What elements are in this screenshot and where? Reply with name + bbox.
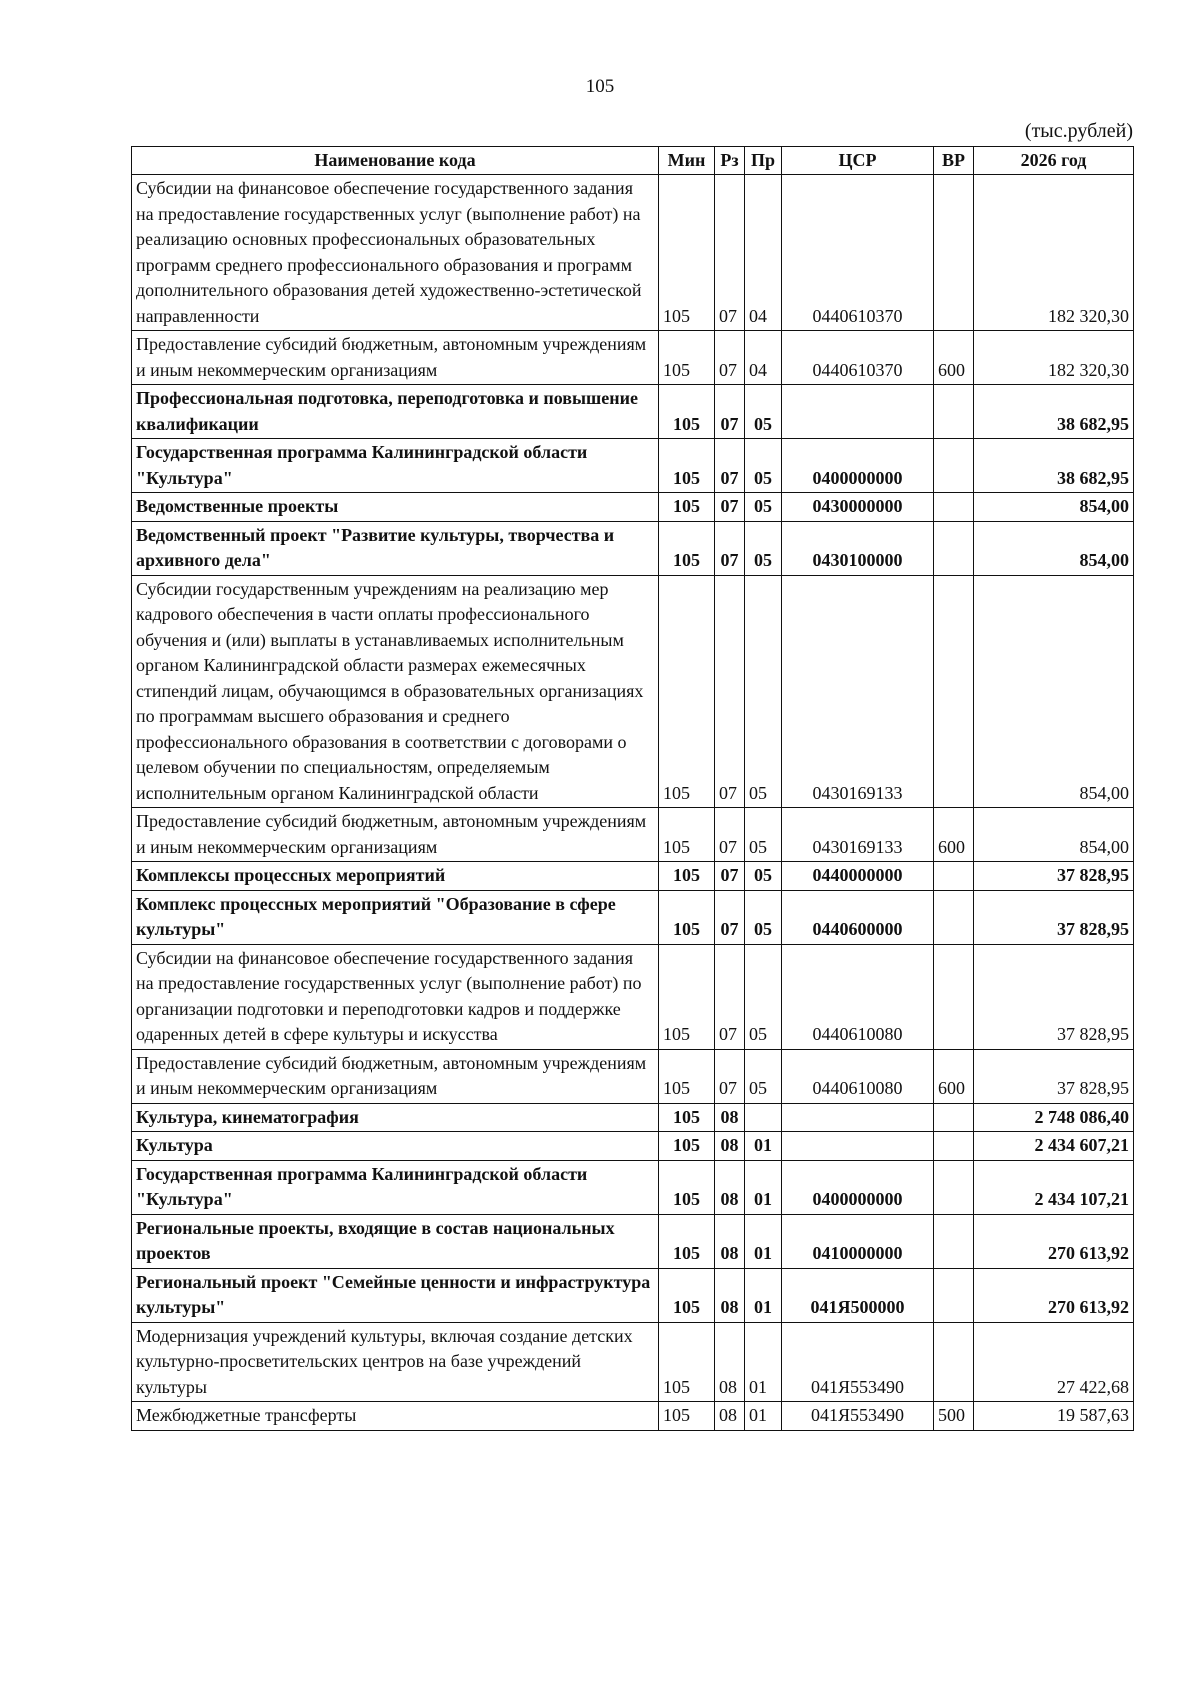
cell-rz: 07 bbox=[715, 1049, 745, 1103]
header-min: Мин bbox=[659, 147, 715, 175]
cell-rz: 07 bbox=[715, 575, 745, 808]
cell-min: 105 bbox=[659, 1049, 715, 1103]
budget-table bbox=[131, 146, 1134, 1431]
cell-vr bbox=[934, 1160, 974, 1214]
cell-rz: 08 bbox=[715, 1132, 745, 1161]
cell-pr: 05 bbox=[745, 1049, 782, 1103]
table-row bbox=[132, 331, 1134, 385]
cell-amount: 37 828,95 bbox=[974, 890, 1134, 944]
cell-csr: 0410000000 bbox=[782, 1214, 934, 1268]
cell-amount: 27 422,68 bbox=[974, 1322, 1134, 1402]
table-row bbox=[132, 1049, 1134, 1103]
header-pr: Пр bbox=[745, 147, 782, 175]
cell-vr bbox=[934, 385, 974, 439]
table-row bbox=[132, 944, 1134, 1049]
cell-csr bbox=[782, 1132, 934, 1161]
cell-csr: 0430169133 bbox=[782, 808, 934, 862]
cell-amount: 270 613,92 bbox=[974, 1214, 1134, 1268]
table-row bbox=[132, 1160, 1134, 1214]
cell-pr: 05 bbox=[745, 385, 782, 439]
cell-min: 105 bbox=[659, 808, 715, 862]
cell-pr: 04 bbox=[745, 331, 782, 385]
cell-rz: 07 bbox=[715, 521, 745, 575]
cell-pr: 01 bbox=[745, 1132, 782, 1161]
cell-amount: 854,00 bbox=[974, 493, 1134, 522]
cell-csr: 0440610370 bbox=[782, 175, 934, 331]
cell-pr: 05 bbox=[745, 944, 782, 1049]
cell-vr bbox=[934, 1103, 974, 1132]
table-row bbox=[132, 808, 1134, 862]
cell-pr: 01 bbox=[745, 1214, 782, 1268]
cell-rz: 08 bbox=[715, 1402, 745, 1431]
cell-name: Государственная программа Калининградской области "Культура" bbox=[132, 1160, 659, 1214]
cell-name: Субсидии на финансовое обеспечение государственного задания на предоставление государственных услуг (выполнение работ) на реализацию основных профессиональных образовательных программ среднего профессионального образования и программ дополнительного образования детей художественно-эстетической направленности bbox=[132, 175, 659, 331]
cell-csr: 0430000000 bbox=[782, 493, 934, 522]
cell-name: Комплексы процессных мероприятий bbox=[132, 862, 659, 891]
cell-csr: 0400000000 bbox=[782, 439, 934, 493]
cell-csr: 0400000000 bbox=[782, 1160, 934, 1214]
table-row bbox=[132, 1402, 1134, 1431]
table-row bbox=[132, 1103, 1134, 1132]
table-row bbox=[132, 1132, 1134, 1161]
cell-csr: 041Я553490 bbox=[782, 1322, 934, 1402]
cell-csr: 041Я500000 bbox=[782, 1268, 934, 1322]
cell-pr: 01 bbox=[745, 1268, 782, 1322]
cell-rz: 08 bbox=[715, 1268, 745, 1322]
cell-amount: 37 828,95 bbox=[974, 862, 1134, 891]
cell-csr: 0440610370 bbox=[782, 331, 934, 385]
cell-pr: 05 bbox=[745, 890, 782, 944]
cell-amount: 182 320,30 bbox=[974, 175, 1134, 331]
cell-pr: 05 bbox=[745, 808, 782, 862]
cell-min: 105 bbox=[659, 493, 715, 522]
cell-min: 105 bbox=[659, 439, 715, 493]
cell-pr: 01 bbox=[745, 1322, 782, 1402]
cell-pr: 05 bbox=[745, 521, 782, 575]
cell-min: 105 bbox=[659, 1132, 715, 1161]
cell-name: Региональный проект "Семейные ценности и инфраструктура культуры" bbox=[132, 1268, 659, 1322]
cell-rz: 07 bbox=[715, 890, 745, 944]
cell-amount: 182 320,30 bbox=[974, 331, 1134, 385]
cell-amount: 270 613,92 bbox=[974, 1268, 1134, 1322]
cell-min: 105 bbox=[659, 1103, 715, 1132]
cell-csr: 041Я553490 bbox=[782, 1402, 934, 1431]
cell-vr bbox=[934, 1132, 974, 1161]
cell-amount: 38 682,95 bbox=[974, 439, 1134, 493]
cell-name: Межбюджетные трансферты bbox=[132, 1402, 659, 1431]
cell-amount: 854,00 bbox=[974, 575, 1134, 808]
cell-rz: 07 bbox=[715, 493, 745, 522]
cell-pr: 04 bbox=[745, 175, 782, 331]
cell-name: Культура bbox=[132, 1132, 659, 1161]
cell-name: Культура, кинематография bbox=[132, 1103, 659, 1132]
cell-vr bbox=[934, 944, 974, 1049]
cell-min: 105 bbox=[659, 575, 715, 808]
table-row bbox=[132, 890, 1134, 944]
cell-rz: 07 bbox=[715, 175, 745, 331]
table-row bbox=[132, 175, 1134, 331]
cell-amount: 2 748 086,40 bbox=[974, 1103, 1134, 1132]
cell-min: 105 bbox=[659, 1322, 715, 1402]
cell-pr bbox=[745, 1103, 782, 1132]
table-row bbox=[132, 493, 1134, 522]
cell-rz: 07 bbox=[715, 331, 745, 385]
cell-min: 105 bbox=[659, 862, 715, 891]
cell-min: 105 bbox=[659, 1268, 715, 1322]
cell-min: 105 bbox=[659, 1402, 715, 1431]
cell-name: Предоставление субсидий бюджетным, автономным учреждениям и иным некоммерческим организациям bbox=[132, 808, 659, 862]
page-number: 105 bbox=[585, 76, 615, 97]
cell-amount: 854,00 bbox=[974, 521, 1134, 575]
cell-vr bbox=[934, 1322, 974, 1402]
cell-csr: 0440000000 bbox=[782, 862, 934, 891]
cell-rz: 08 bbox=[715, 1322, 745, 1402]
cell-min: 105 bbox=[659, 175, 715, 331]
cell-pr: 05 bbox=[745, 575, 782, 808]
header-row bbox=[132, 147, 1134, 175]
cell-pr: 01 bbox=[745, 1160, 782, 1214]
cell-name: Государственная программа Калининградской области "Культура" bbox=[132, 439, 659, 493]
table-row bbox=[132, 521, 1134, 575]
cell-name: Профессиональная подготовка, переподготовка и повышение квалификации bbox=[132, 385, 659, 439]
cell-rz: 08 bbox=[715, 1214, 745, 1268]
cell-name: Субсидии на финансовое обеспечение государственного задания на предоставление государственных услуг (выполнение работ) по организации подготовки и переподготовки кадров и поддержке одаренных детей в сфере культуры и искусства bbox=[132, 944, 659, 1049]
cell-vr: 600 bbox=[934, 1049, 974, 1103]
cell-amount: 37 828,95 bbox=[974, 1049, 1134, 1103]
table-row bbox=[132, 1214, 1134, 1268]
cell-rz: 07 bbox=[715, 808, 745, 862]
cell-amount: 854,00 bbox=[974, 808, 1134, 862]
cell-csr: 0440600000 bbox=[782, 890, 934, 944]
cell-vr bbox=[934, 1214, 974, 1268]
cell-csr: 0430169133 bbox=[782, 575, 934, 808]
cell-name: Ведомственные проекты bbox=[132, 493, 659, 522]
cell-pr: 05 bbox=[745, 862, 782, 891]
units-label: (тыс.рублей) bbox=[1024, 120, 1133, 142]
header-rz: Рз bbox=[715, 147, 745, 175]
cell-pr: 05 bbox=[745, 493, 782, 522]
cell-name: Комплекс процессных мероприятий "Образование в сфере культуры" bbox=[132, 890, 659, 944]
header-csr: ЦСР bbox=[782, 147, 934, 175]
table-row bbox=[132, 1322, 1134, 1402]
cell-csr bbox=[782, 1103, 934, 1132]
cell-vr bbox=[934, 862, 974, 891]
cell-name: Модернизация учреждений культуры, включая создание детских культурно-просветительских центров на базе учреждений культуры bbox=[132, 1322, 659, 1402]
cell-vr bbox=[934, 439, 974, 493]
cell-name: Субсидии государственным учреждениям на реализацию мер кадрового обеспечения в части оплаты профессионального обучения и (или) выплаты в устанавливаемых исполнительным органом Калининградской области размерах ежемесячных стипендий лицам, обучающимся в образовательных организациях по программам высшего образования и среднего профессионального образования в соответствии с договорами о целевом обучении по специальностям, определяемым исполнительным органом Калининградской области bbox=[132, 575, 659, 808]
cell-min: 105 bbox=[659, 890, 715, 944]
cell-rz: 07 bbox=[715, 862, 745, 891]
table-body bbox=[132, 175, 1134, 1431]
table-header bbox=[132, 147, 1134, 175]
header-vr: ВР bbox=[934, 147, 974, 175]
cell-min: 105 bbox=[659, 1160, 715, 1214]
table-row bbox=[132, 385, 1134, 439]
cell-name: Региональные проекты, входящие в состав национальных проектов bbox=[132, 1214, 659, 1268]
cell-rz: 07 bbox=[715, 439, 745, 493]
cell-rz: 08 bbox=[715, 1103, 745, 1132]
cell-amount: 2 434 607,21 bbox=[974, 1132, 1134, 1161]
cell-name: Предоставление субсидий бюджетным, автономным учреждениям и иным некоммерческим организациям bbox=[132, 1049, 659, 1103]
cell-name: Ведомственный проект "Развитие культуры, творчества и архивного дела" bbox=[132, 521, 659, 575]
cell-vr bbox=[934, 890, 974, 944]
cell-amount: 2 434 107,21 bbox=[974, 1160, 1134, 1214]
cell-vr: 600 bbox=[934, 331, 974, 385]
cell-vr bbox=[934, 493, 974, 522]
header-name: Наименование кода bbox=[132, 147, 659, 175]
cell-vr bbox=[934, 175, 974, 331]
cell-csr: 0440610080 bbox=[782, 1049, 934, 1103]
table-row bbox=[132, 575, 1134, 808]
cell-vr bbox=[934, 1268, 974, 1322]
cell-csr: 0430100000 bbox=[782, 521, 934, 575]
cell-min: 105 bbox=[659, 331, 715, 385]
cell-min: 105 bbox=[659, 385, 715, 439]
cell-pr: 01 bbox=[745, 1402, 782, 1431]
cell-amount: 37 828,95 bbox=[974, 944, 1134, 1049]
cell-csr bbox=[782, 385, 934, 439]
cell-csr: 0440610080 bbox=[782, 944, 934, 1049]
cell-rz: 07 bbox=[715, 944, 745, 1049]
cell-vr bbox=[934, 521, 974, 575]
cell-rz: 08 bbox=[715, 1160, 745, 1214]
cell-min: 105 bbox=[659, 1214, 715, 1268]
table-row bbox=[132, 439, 1134, 493]
cell-vr bbox=[934, 575, 974, 808]
cell-amount: 38 682,95 bbox=[974, 385, 1134, 439]
table-row bbox=[132, 1268, 1134, 1322]
cell-rz: 07 bbox=[715, 385, 745, 439]
cell-min: 105 bbox=[659, 944, 715, 1049]
cell-name: Предоставление субсидий бюджетным, автономным учреждениям и иным некоммерческим организациям bbox=[132, 331, 659, 385]
cell-vr: 500 bbox=[934, 1402, 974, 1431]
cell-pr: 05 bbox=[745, 439, 782, 493]
header-amount: 2026 год bbox=[974, 147, 1134, 175]
table-row bbox=[132, 862, 1134, 891]
cell-amount: 19 587,63 bbox=[974, 1402, 1134, 1431]
cell-vr: 600 bbox=[934, 808, 974, 862]
cell-min: 105 bbox=[659, 521, 715, 575]
